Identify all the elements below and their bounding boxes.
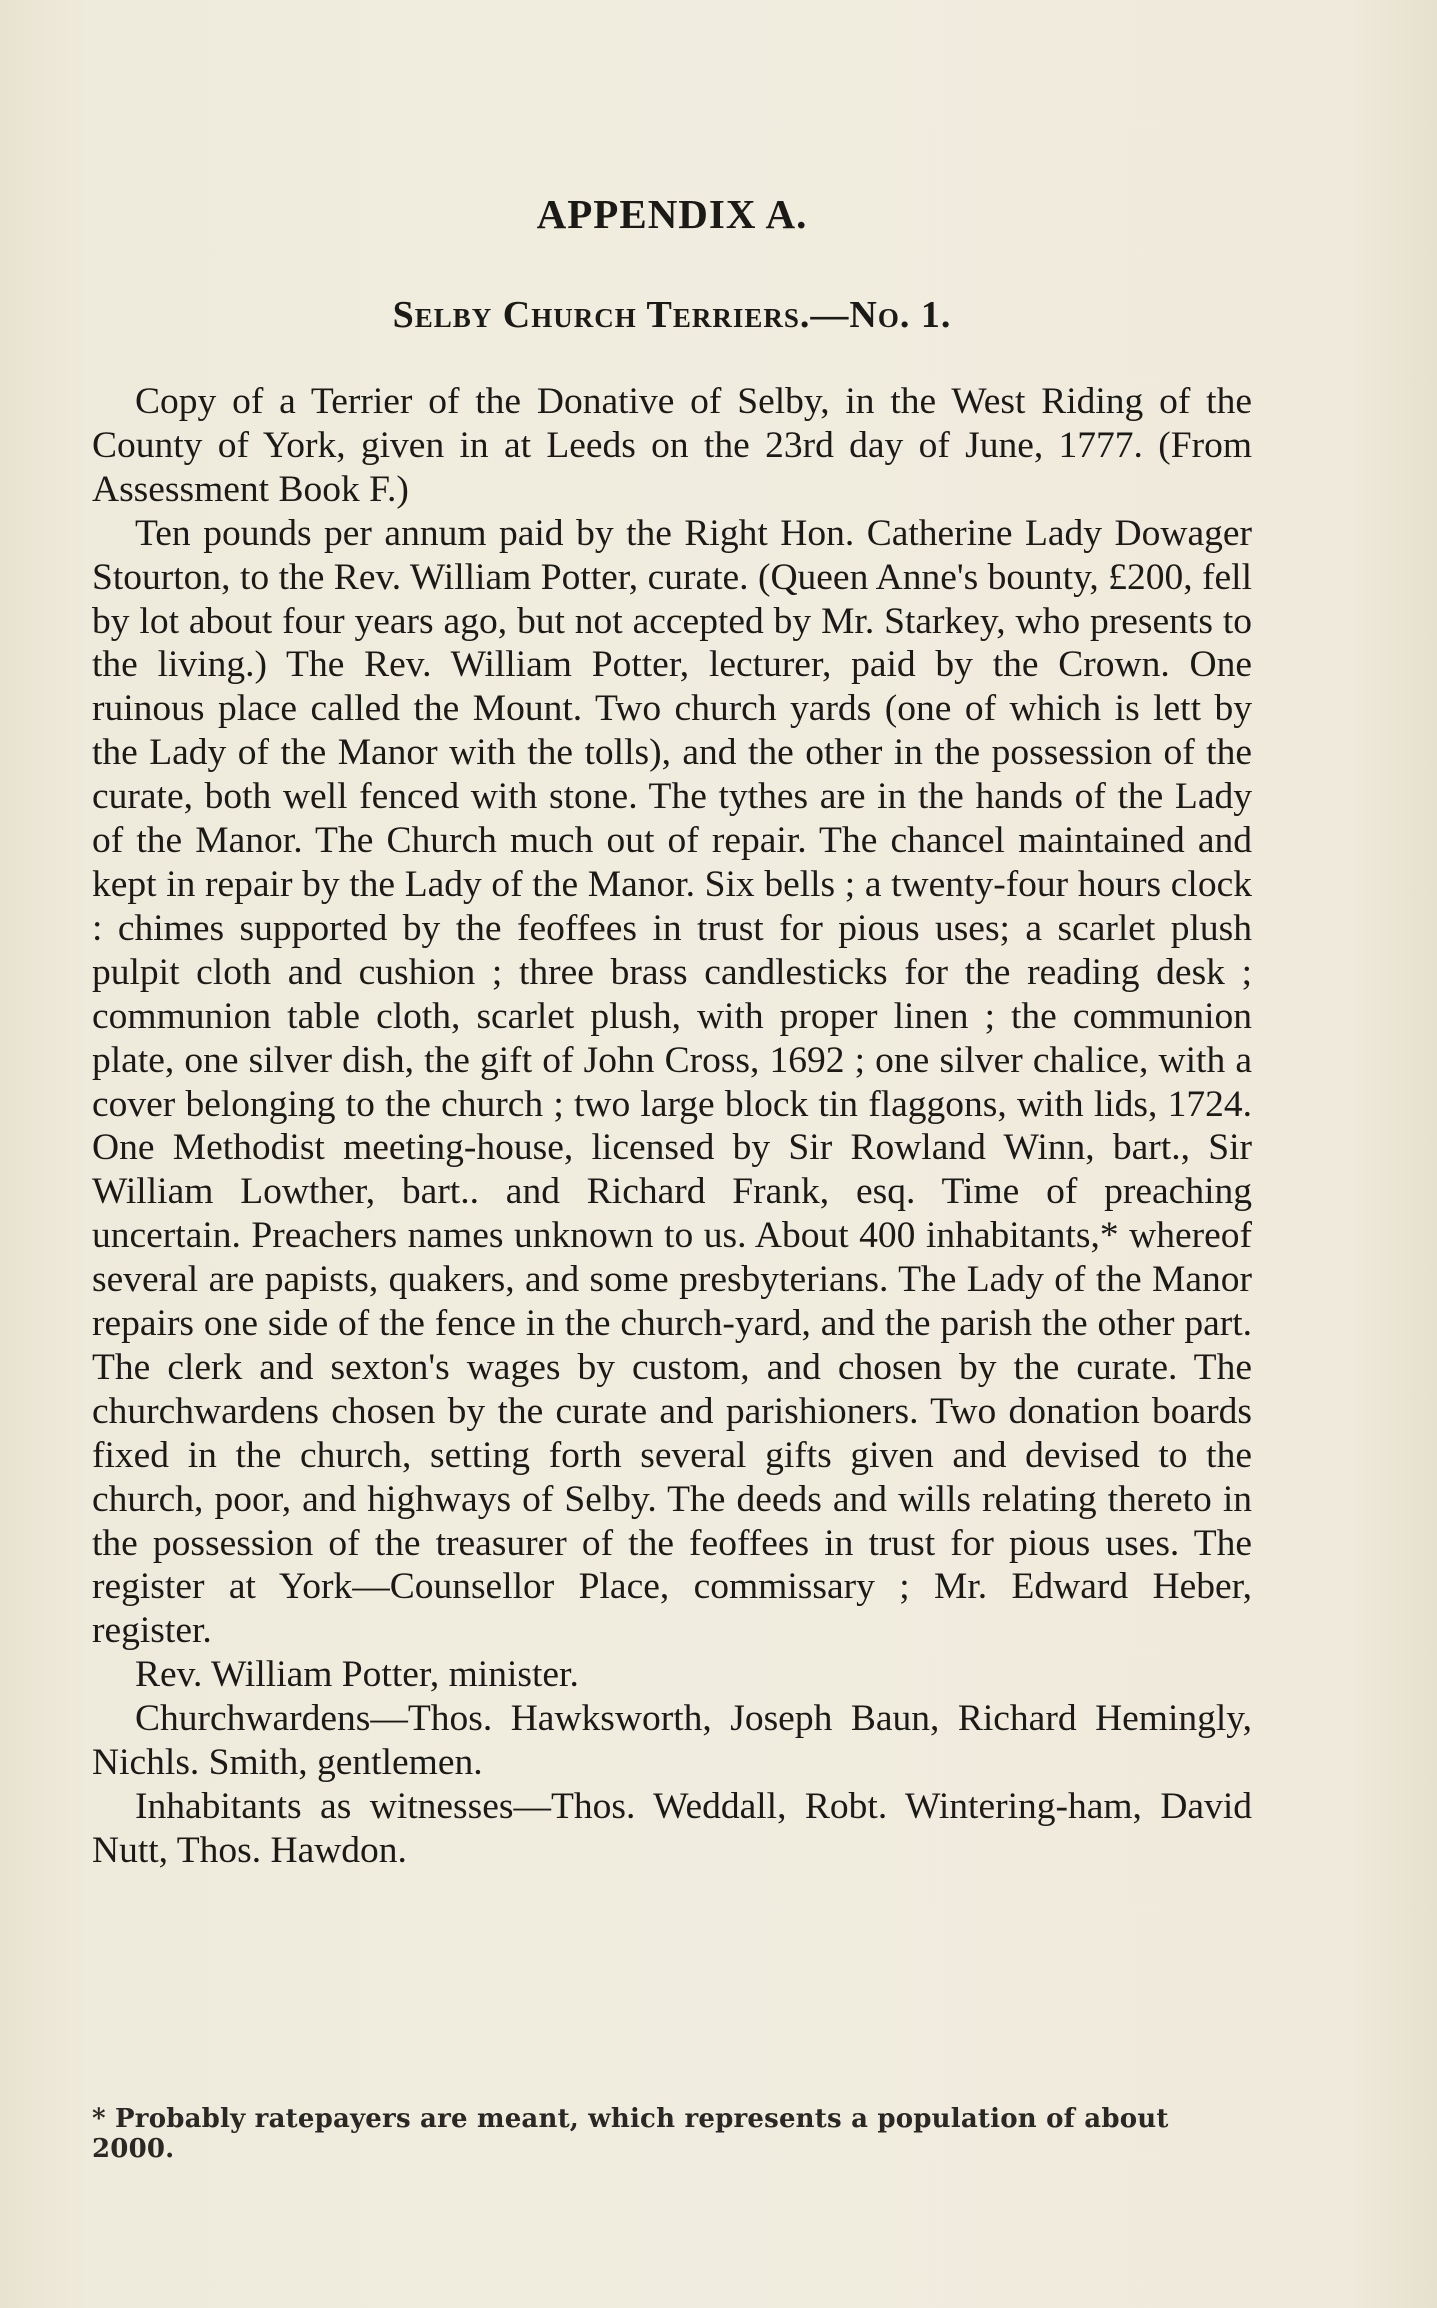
paragraph-minister: Rev. William Potter, minister. bbox=[135, 1654, 579, 1696]
paragraph-witnesses: Inhabitants as witnesses—Thos. Weddall, Robt. Wintering-ham, David Nutt, Thos. Hawdon. bbox=[92, 1786, 1252, 1871]
paragraph-churchwardens: Churchwardens—Thos. Hawksworth, Joseph Baun, Richard Hemingly, Nichls. Smith, gentlemen. bbox=[92, 1698, 1252, 1784]
appendix-heading: APPENDIX A. bbox=[536, 191, 808, 237]
body-text bbox=[92, 380, 1252, 1873]
paragraph-terrier: Ten pounds per annum paid by the Right Hon. Catherine Lady Dowager Stourton, to the Rev. William Potter, curate. (Queen Anne's bounty, £200, fell by lot about four years ago, but not accepted by Mr. Starkey, who presents to the living.) The Rev. William Potter, lecturer, paid by the Crown. One ruinous place called the Mount. Two church yards (one of which is lett by the Lady of the Manor with the tolls), and the other in the possession of the curate, both well fenced with stone. The tythes are in the hands of the Lady of the Manor. The Church much out of repair. The chancel maintained and kept in repair by the Lady of the Manor. Six bells ; a twenty-four hours clock : chimes supported by the feoffees in trust for pious uses; a scarlet plush pulpit cloth and cushion ; three brass candlesticks for the reading desk ; communion table cloth, scarlet plush, with proper linen ; the communion plate, one silver dish, the gift of John Cross, 1692 ; one silver chalice, with a cover belonging to the church ; two large block tin flaggons, with lids, 1724. One Methodist meeting-house, licensed by Sir Rowland Winn, bart., Sir William Lowther, bart.. and Richard Frank, esq. Time of preaching uncertain. Preachers names unknown to us. About 400 inhabitants,* whereof several are papists, quakers, and some presbyterians. The Lady of the Manor repairs one side of the fence in the church-yard, and the parish the other part. The clerk and sexton's wages by custom, and chosen by the curate. The churchwardens chosen by the curate and parishioners. Two donation boards fixed in the church, setting forth several gifts given and devised to the church, poor, and highways of Selby. The deeds and wills relating thereto in the possession of the treasurer of the feoffees in trust for pious uses. The register at York—Counsellor Place, commissary ; Mr. Edward Heber, register. bbox=[92, 512, 1252, 1652]
footnote: * Probably ratepayers are meant, which represents a population of about 2000. bbox=[92, 2104, 1169, 2164]
section-subheading: Selby Church Terriers.—No. 1. bbox=[392, 294, 952, 336]
paragraph-intro: Copy of a Terrier of the Donative of Selby, in the West Riding of the County of York, given in at Leeds on the 23rd day of June, 1777. (From Assessment Book F.) bbox=[92, 381, 1252, 510]
